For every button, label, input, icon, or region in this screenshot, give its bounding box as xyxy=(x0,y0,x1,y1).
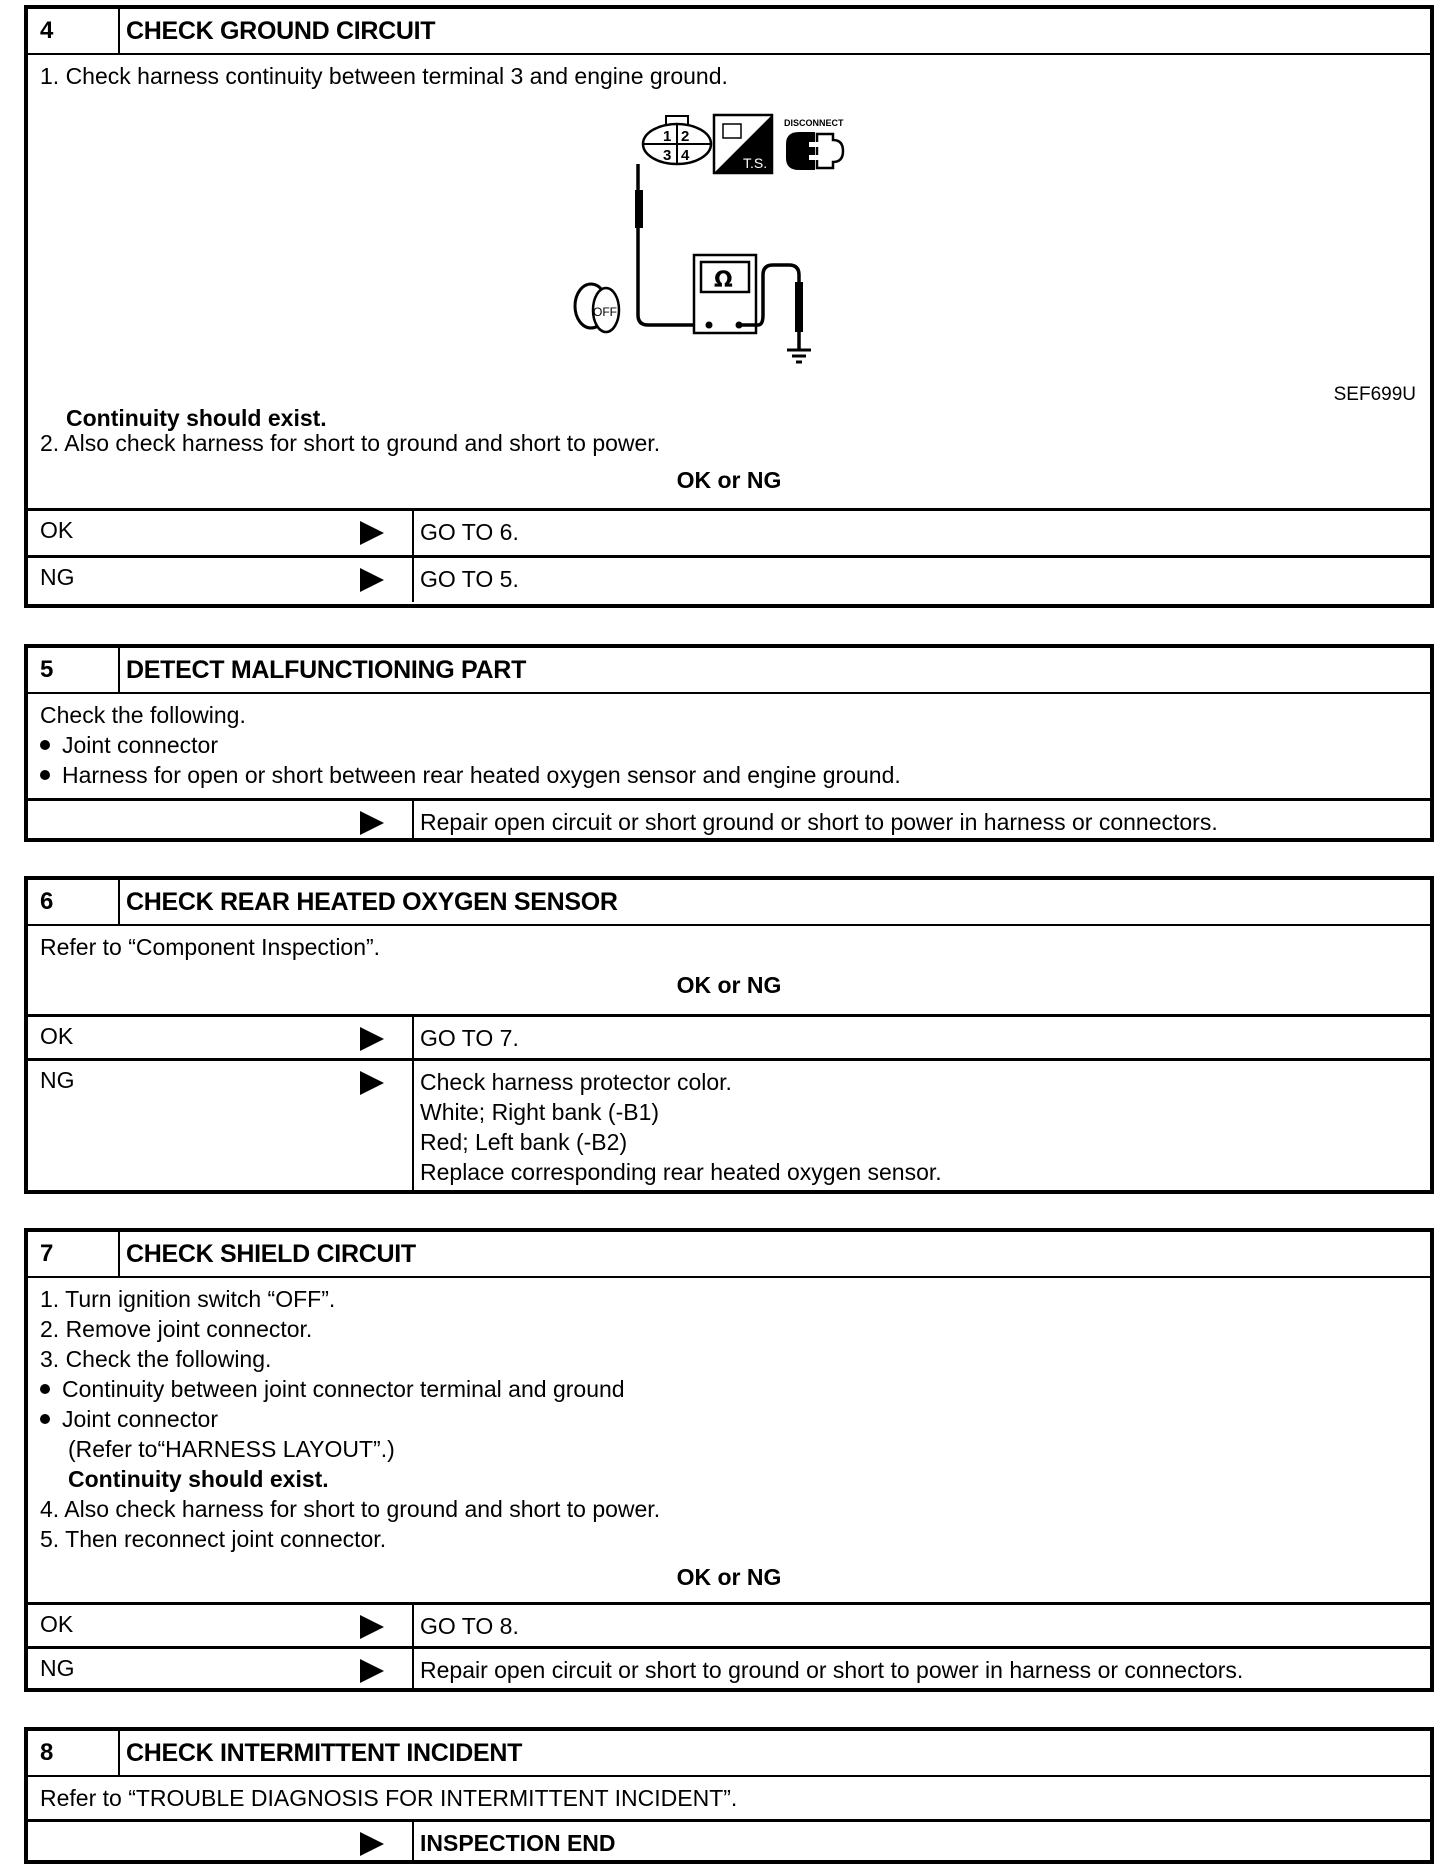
result-action: Check harness protector color. White; Right bank (-B1) Red; Left bank (-B2) Replace corresponding rear heated oxygen sensor. xyxy=(420,1069,942,1185)
step-number: 4 xyxy=(28,9,120,53)
step-5-header xyxy=(28,648,1430,694)
continuity-note: Continuity should exist. xyxy=(68,1466,329,1492)
arrow-right-icon xyxy=(360,568,384,592)
result-heading: OK or NG xyxy=(676,972,782,998)
result-action: GO TO 7. xyxy=(420,1025,519,1051)
bullet-icon xyxy=(40,1414,50,1424)
arrow-right-icon xyxy=(360,1659,384,1683)
arrow-right-icon xyxy=(360,811,384,835)
terminal-3: 3 xyxy=(663,147,672,164)
result-action: INSPECTION END xyxy=(420,1830,616,1856)
ignition-key-off-icon xyxy=(575,284,619,332)
step-7-header xyxy=(28,1232,1430,1278)
step-title: CHECK SHIELD CIRCUIT xyxy=(126,1240,416,1268)
step-4-header xyxy=(28,9,1430,55)
step-7-body xyxy=(28,1278,1430,1602)
figure-code: SEF699U xyxy=(1333,384,1416,405)
bullet-icon xyxy=(40,740,50,750)
step-4-section xyxy=(24,5,1434,608)
step-4-body xyxy=(28,55,1430,508)
bullet-item: Joint connector xyxy=(40,730,1418,760)
step-5-body xyxy=(28,694,1430,798)
arrow-right-icon xyxy=(360,1832,384,1856)
step-title: CHECK INTERMITTENT INCIDENT xyxy=(126,1739,523,1767)
tester-switch-icon xyxy=(714,115,772,173)
bullet-item: Harness for open or short between rear heated oxygen sensor and engine ground. xyxy=(40,760,1418,790)
result-action: GO TO 5. xyxy=(420,566,519,592)
result-row-ng xyxy=(28,1058,1430,1190)
result-label: NG xyxy=(40,1067,75,1093)
terminal-2: 2 xyxy=(681,128,690,145)
result-row-ng xyxy=(28,1646,1430,1692)
step-instruction: 1. Turn ignition switch “OFF”. xyxy=(40,1286,336,1312)
ohmmeter-icon xyxy=(694,255,756,333)
connector-icon xyxy=(643,116,711,164)
step-instruction: 3. Check the following. xyxy=(40,1346,272,1372)
step-instruction: 2. Remove joint connector. xyxy=(40,1316,313,1342)
step-7-section xyxy=(24,1228,1434,1692)
arrow-right-icon xyxy=(360,1615,384,1639)
result-label: NG xyxy=(40,1655,75,1681)
step-instruction: 4. Also check harness for short to ground and short to power. xyxy=(40,1496,661,1522)
result-heading: OK or NG xyxy=(676,467,782,493)
step-title: CHECK GROUND CIRCUIT xyxy=(126,17,436,45)
reference-note: (Refer to“HARNESS LAYOUT”.) xyxy=(68,1436,395,1462)
ground-circuit-diagram xyxy=(571,110,991,380)
step-number: 7 xyxy=(28,1232,120,1276)
arrow-right-icon xyxy=(360,1027,384,1051)
result-label: OK xyxy=(40,1023,74,1049)
terminal-1: 1 xyxy=(663,128,672,145)
step-8-body xyxy=(28,1777,1430,1819)
step-6-section xyxy=(24,876,1434,1194)
result-action: Repair open circuit or short to ground or short to power in harness or connectors. xyxy=(420,1657,1244,1683)
step-intro: Refer to “TROUBLE DIAGNOSIS FOR INTERMITTENT INCIDENT”. xyxy=(40,1785,738,1811)
terminal-4: 4 xyxy=(681,147,690,164)
result-row xyxy=(28,1819,1430,1862)
step-5-section xyxy=(24,644,1434,842)
result-label: OK xyxy=(40,517,74,543)
step-number: 6 xyxy=(28,880,120,924)
step-instruction: 2. Also check harness for short to ground and short to power. xyxy=(40,430,661,456)
ohm-symbol: Ω xyxy=(714,268,733,293)
ts-label: T.S. xyxy=(743,155,768,171)
step-8-header xyxy=(28,1731,1430,1777)
step-intro: Check the following. xyxy=(40,702,246,728)
result-action: GO TO 8. xyxy=(420,1613,519,1639)
continuity-note: Continuity should exist. xyxy=(66,405,327,431)
bullet-icon xyxy=(40,770,50,780)
ground-icon xyxy=(787,350,811,362)
result-label: NG xyxy=(40,564,75,590)
step-6-body xyxy=(28,926,1430,1014)
result-row-ok xyxy=(28,508,1430,555)
result-action: GO TO 6. xyxy=(420,519,519,545)
arrow-right-icon xyxy=(360,521,384,545)
step-instruction: 5. Then reconnect joint connector. xyxy=(40,1526,387,1552)
step-title: CHECK REAR HEATED OXYGEN SENSOR xyxy=(126,888,618,916)
step-instruction: 1. Check harness continuity between terminal 3 and engine ground. xyxy=(40,63,728,89)
bullet-icon xyxy=(40,1384,50,1394)
step-8-section xyxy=(24,1727,1434,1864)
step-6-header xyxy=(28,880,1430,926)
arrow-right-icon xyxy=(360,1071,384,1095)
result-label: OK xyxy=(40,1611,74,1637)
result-heading: OK or NG xyxy=(676,1564,782,1590)
bullet-item: Continuity between joint connector terminal and ground xyxy=(40,1374,1418,1404)
result-row xyxy=(28,798,1430,840)
result-action: Repair open circuit or short ground or short to power in harness or connectors. xyxy=(420,809,1218,835)
step-intro: Refer to “Component Inspection”. xyxy=(40,934,381,960)
ignition-off-label: OFF xyxy=(593,305,617,319)
result-row-ok xyxy=(28,1014,1430,1058)
step-number: 8 xyxy=(28,1731,120,1775)
result-row-ok xyxy=(28,1602,1430,1646)
disconnect-icon xyxy=(784,118,844,170)
step-number: 5 xyxy=(28,648,120,692)
step-title: DETECT MALFUNCTIONING PART xyxy=(126,656,527,684)
bullet-item: Joint connector xyxy=(40,1404,1418,1434)
result-row-ng xyxy=(28,555,1430,602)
disconnect-label: DISCONNECT xyxy=(784,118,844,128)
